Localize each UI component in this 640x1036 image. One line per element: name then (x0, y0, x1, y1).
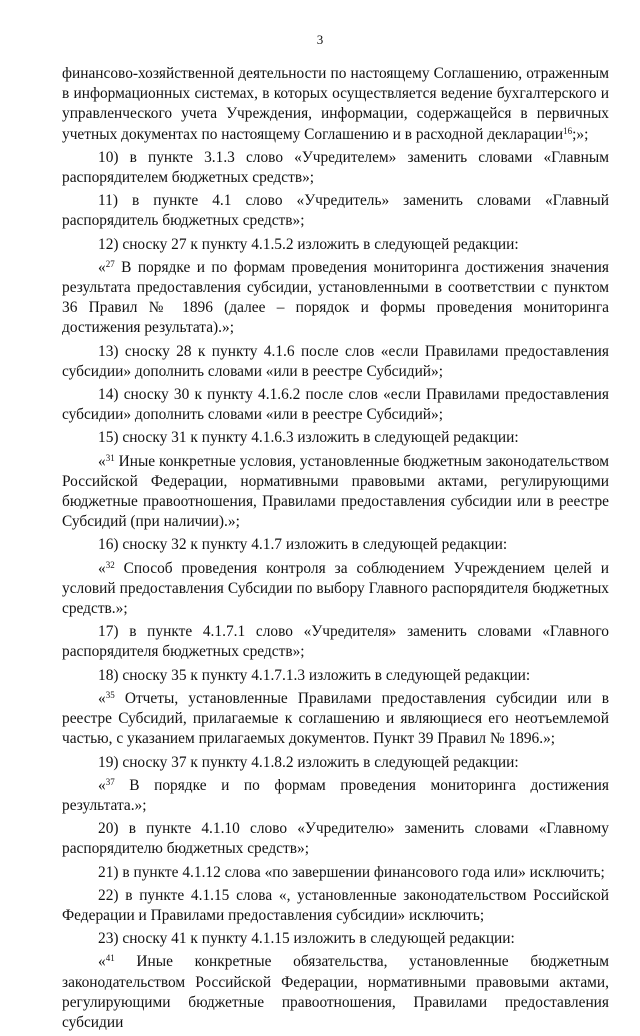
paragraph-text: 14) сноску 30 к пункту 4.1.6.2 после слов «если Правилами предоставления субсидии» дополнить словами «или в реестре Субсидий»; (62, 386, 609, 424)
paragraph (62, 535, 609, 555)
paragraph (62, 64, 609, 145)
paragraph-text: 23) сноску 41 к пункту 4.1.15 изложить в следующей редакции: (98, 930, 515, 948)
paragraph-text: Отчеты, установленные Правилами предоставления субсидии или в реестре Субсидий, прилагаемые к соглашению и являющиеся его неотъемлемой частью, с указанием прилагаемых документов. Пункт 39 Правил № 1896.»; (62, 689, 609, 748)
paragraph (62, 863, 609, 883)
paragraph (62, 689, 609, 750)
paragraph (62, 776, 609, 816)
footnote-marker: 31 (105, 452, 115, 463)
footnote-marker: 16 (563, 125, 573, 136)
paragraph-text: 22) в пункте 4.1.15 слова «, установленные законодательством Российской Федерации и Правилами предоставления субсидии» исключить; (62, 886, 609, 924)
paragraph-text: 17) в пункте 4.1.7.1 слово «Учредителя» заменить словами «Главного распорядителя бюджетных средств»; (62, 623, 609, 661)
paragraph-text: В порядке и по формам проведения мониторинга достижения результата.»; (62, 776, 609, 814)
paragraph (62, 929, 609, 949)
footnote-marker: 37 (105, 776, 115, 787)
paragraph (62, 452, 609, 533)
footnote-marker: 41 (105, 953, 115, 964)
paragraph-text: « (98, 953, 106, 971)
paragraph-text: 21) в пункте 4.1.12 слова «по завершении финансового года или» исключить; (98, 863, 605, 881)
paragraph-text: « (98, 559, 106, 577)
paragraph (62, 886, 609, 926)
paragraph (62, 666, 609, 686)
paragraph-text: Иные конкретные условия, установленные бюджетным законодательством Российской Федерации, нормативными правовыми актами, регулирующими бюджетные правоотношения, Правилами предоставления субсидии или в реестре Субсидий (при наличии).»; (62, 452, 609, 531)
page-number: 3 (316, 32, 324, 47)
paragraph (62, 428, 609, 448)
paragraph (62, 191, 609, 231)
paragraph (62, 258, 609, 339)
paragraph-text: 12) сноску 27 к пункту 4.1.5.2 изложить в следующей редакции: (98, 235, 519, 253)
paragraph-text: 13) сноску 28 к пункту 4.1.6 после слов «если Правилами предоставления субсидии» дополнить словами «или в реестре Субсидий»; (62, 342, 609, 380)
paragraph-text: « (98, 689, 106, 707)
footnote-marker: 32 (105, 559, 115, 570)
paragraph (62, 385, 609, 425)
paragraph-text: финансово-хозяйственной деятельности по настоящему Соглашению, отраженным в информационных системах, в которых осуществляется ведение бухгалтерского и управленческого учета Учреждения, информации, содержащейся в первичных учетных документах по настоящему Соглашению и в расходной декларации (62, 65, 609, 143)
paragraph (62, 952, 609, 1033)
paragraph-text: « (98, 776, 106, 794)
paragraph-text: В порядке и по формам проведения мониторинга достижения значения результата предоставления субсидии, установленными в соответствии с пунктом 36 Правил № 1896 (далее – порядок и формы проведения мониторинга достижения результата).»; (62, 258, 609, 337)
paragraph (62, 235, 609, 255)
footnote-marker: 27 (105, 258, 115, 269)
paragraph-text: 18) сноску 35 к пункту 4.1.7.1.3 изложить в следующей редакции: (98, 666, 531, 684)
footnote-marker: 35 (105, 689, 115, 700)
paragraph (62, 342, 609, 382)
paragraph-text: 19) сноску 37 к пункту 4.1.8.2 изложить в следующей редакции: (98, 753, 519, 771)
paragraph-text: 20) в пункте 4.1.10 слово «Учредителю» заменить словами «Главному распорядителю бюджетных средств»; (62, 820, 609, 858)
paragraph (62, 753, 609, 773)
paragraph-text: Иные конкретные обязательства, установленные бюджетным законодательством Российской Федерации, нормативными правовыми актами, регулирующими бюджетные правоотношения, Правилами предоставления субсидии (62, 953, 609, 1031)
paragraph-text: Способ проведения контроля за соблюдением Учреждением целей и условий предоставления Субсидии по выбору Главного распорядителя бюджетных средств.»; (62, 559, 609, 618)
paragraph-text: 15) сноску 31 к пункту 4.1.6.3 изложить в следующей редакции: (98, 429, 519, 447)
paragraph-text: ;»; (572, 125, 589, 143)
paragraph (62, 559, 609, 620)
paragraph (62, 622, 609, 662)
paragraph-text: 10) в пункте 3.1.3 слово «Учредителем» заменить словами «Главным распорядителем бюджетных средств»; (62, 148, 609, 187)
paragraph-text: 16) сноску 32 к пункту 4.1.7 изложить в следующей редакции: (98, 536, 508, 554)
paragraph (62, 148, 609, 188)
paragraph-text: « (98, 452, 106, 470)
paragraph-text: 11) в пункте 4.1 слово «Учредитель» заменить словами «Главный распорядитель бюджетных средств»; (62, 192, 609, 230)
document-body (62, 64, 609, 1036)
paragraph-text: « (98, 258, 106, 276)
paragraph (62, 819, 609, 859)
